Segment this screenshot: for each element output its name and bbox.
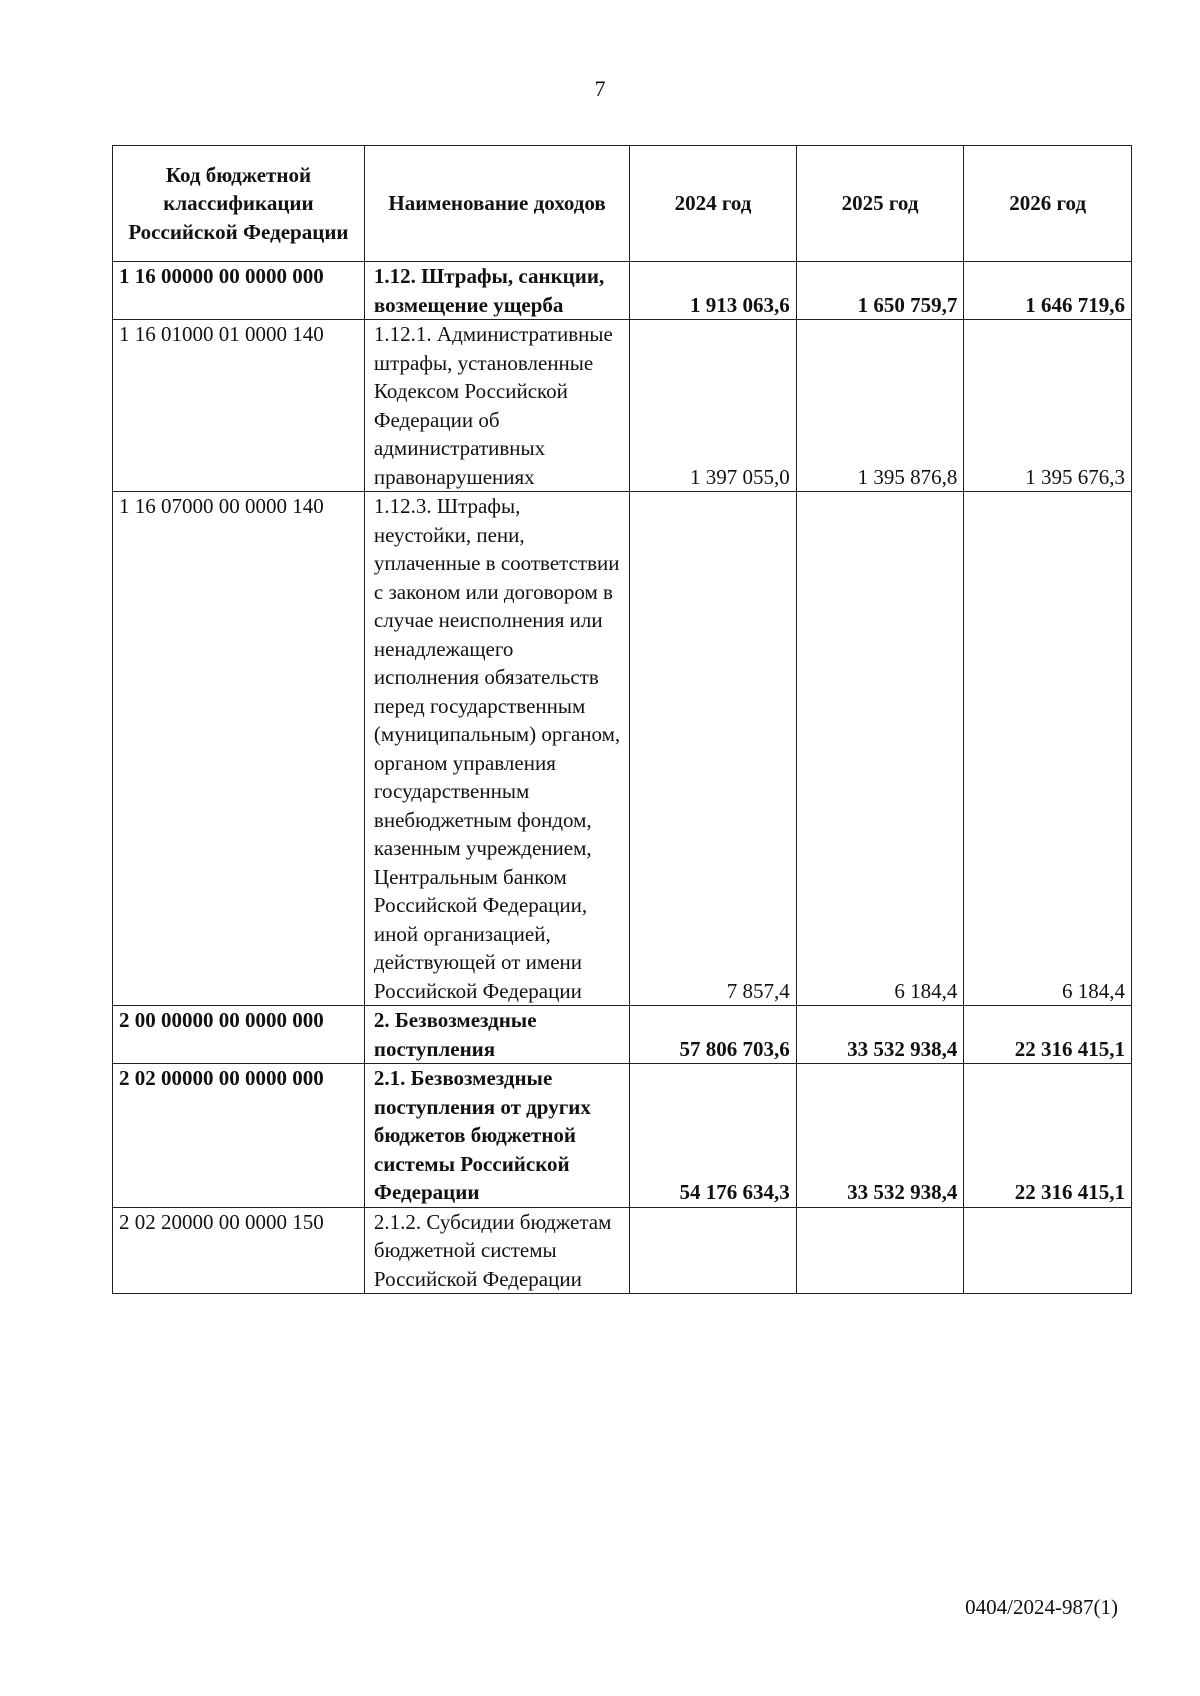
row-value-2026: 6 184,4 xyxy=(964,492,1132,1006)
row-value-2025: 1 395 876,8 xyxy=(796,320,964,492)
row-name: 2. Безвозмездные поступления xyxy=(364,1006,629,1064)
header-code: Код бюджетной классификации Российской Федерации xyxy=(113,146,365,262)
row-name: 2.1.2. Субсидии бюджетам бюджетной системы Российской Федерации xyxy=(364,1207,629,1294)
row-value-2024 xyxy=(630,1207,797,1294)
row-value-2025: 33 532 938,4 xyxy=(796,1064,964,1208)
header-2024: 2024 год xyxy=(630,146,797,262)
row-value-2024: 1 913 063,6 xyxy=(630,262,797,320)
row-code: 1 16 00000 00 0000 000 xyxy=(113,262,365,320)
row-value-2026: 22 316 415,1 xyxy=(964,1064,1132,1208)
table-row xyxy=(113,320,1132,492)
row-code: 2 02 00000 00 0000 000 xyxy=(113,1064,365,1208)
row-value-2024: 57 806 703,6 xyxy=(630,1006,797,1064)
row-value-2026 xyxy=(964,1207,1132,1294)
table-row xyxy=(113,262,1132,320)
table-row xyxy=(113,492,1132,1006)
header-2025: 2025 год xyxy=(796,146,964,262)
table-row xyxy=(113,1207,1132,1294)
row-value-2025: 6 184,4 xyxy=(796,492,964,1006)
row-value-2025: 33 532 938,4 xyxy=(796,1006,964,1064)
row-code: 2 00 00000 00 0000 000 xyxy=(113,1006,365,1064)
row-code: 1 16 07000 00 0000 140 xyxy=(113,492,365,1006)
row-value-2026: 22 316 415,1 xyxy=(964,1006,1132,1064)
row-value-2024: 54 176 634,3 xyxy=(630,1064,797,1208)
table-row xyxy=(113,1006,1132,1064)
row-value-2026: 1 395 676,3 xyxy=(964,320,1132,492)
row-value-2025: 1 650 759,7 xyxy=(796,262,964,320)
row-name: 1.12.1. Административные штрафы, установленные Кодексом Российской Федерации об административных правонарушениях xyxy=(364,320,629,492)
table-header-row xyxy=(113,146,1132,262)
row-value-2024: 1 397 055,0 xyxy=(630,320,797,492)
row-name: 2.1. Безвозмездные поступления от других бюджетов бюджетной системы Российской Федерации xyxy=(364,1064,629,1208)
header-name: Наименование доходов xyxy=(364,146,629,262)
header-2026: 2026 год xyxy=(964,146,1132,262)
document-registration-code: 0404/2024-987(1) xyxy=(965,1595,1118,1619)
row-name: 1.12.3. Штрафы, неустойки, пени, уплаченные в соответствии с законом или договором в случае неисполнения или ненадлежащего исполнения обязательств перед государственным (муниципальным) органом, органом управления государственным внебюджетным фондом, казенным учреждением, Центральным банком Российской Федерации, иной организацией, действующей от имени Российской Федерации xyxy=(364,492,629,1006)
row-value-2026: 1 646 719,6 xyxy=(964,262,1132,320)
row-value-2025 xyxy=(796,1207,964,1294)
row-name: 1.12. Штрафы, санкции, возмещение ущерба xyxy=(364,262,629,320)
page-number: 7 xyxy=(594,76,606,101)
table-row xyxy=(113,1064,1132,1208)
row-value-2024: 7 857,4 xyxy=(630,492,797,1006)
row-code: 1 16 01000 01 0000 140 xyxy=(113,320,365,492)
revenue-table xyxy=(112,145,1132,1294)
row-code: 2 02 20000 00 0000 150 xyxy=(113,1207,365,1294)
